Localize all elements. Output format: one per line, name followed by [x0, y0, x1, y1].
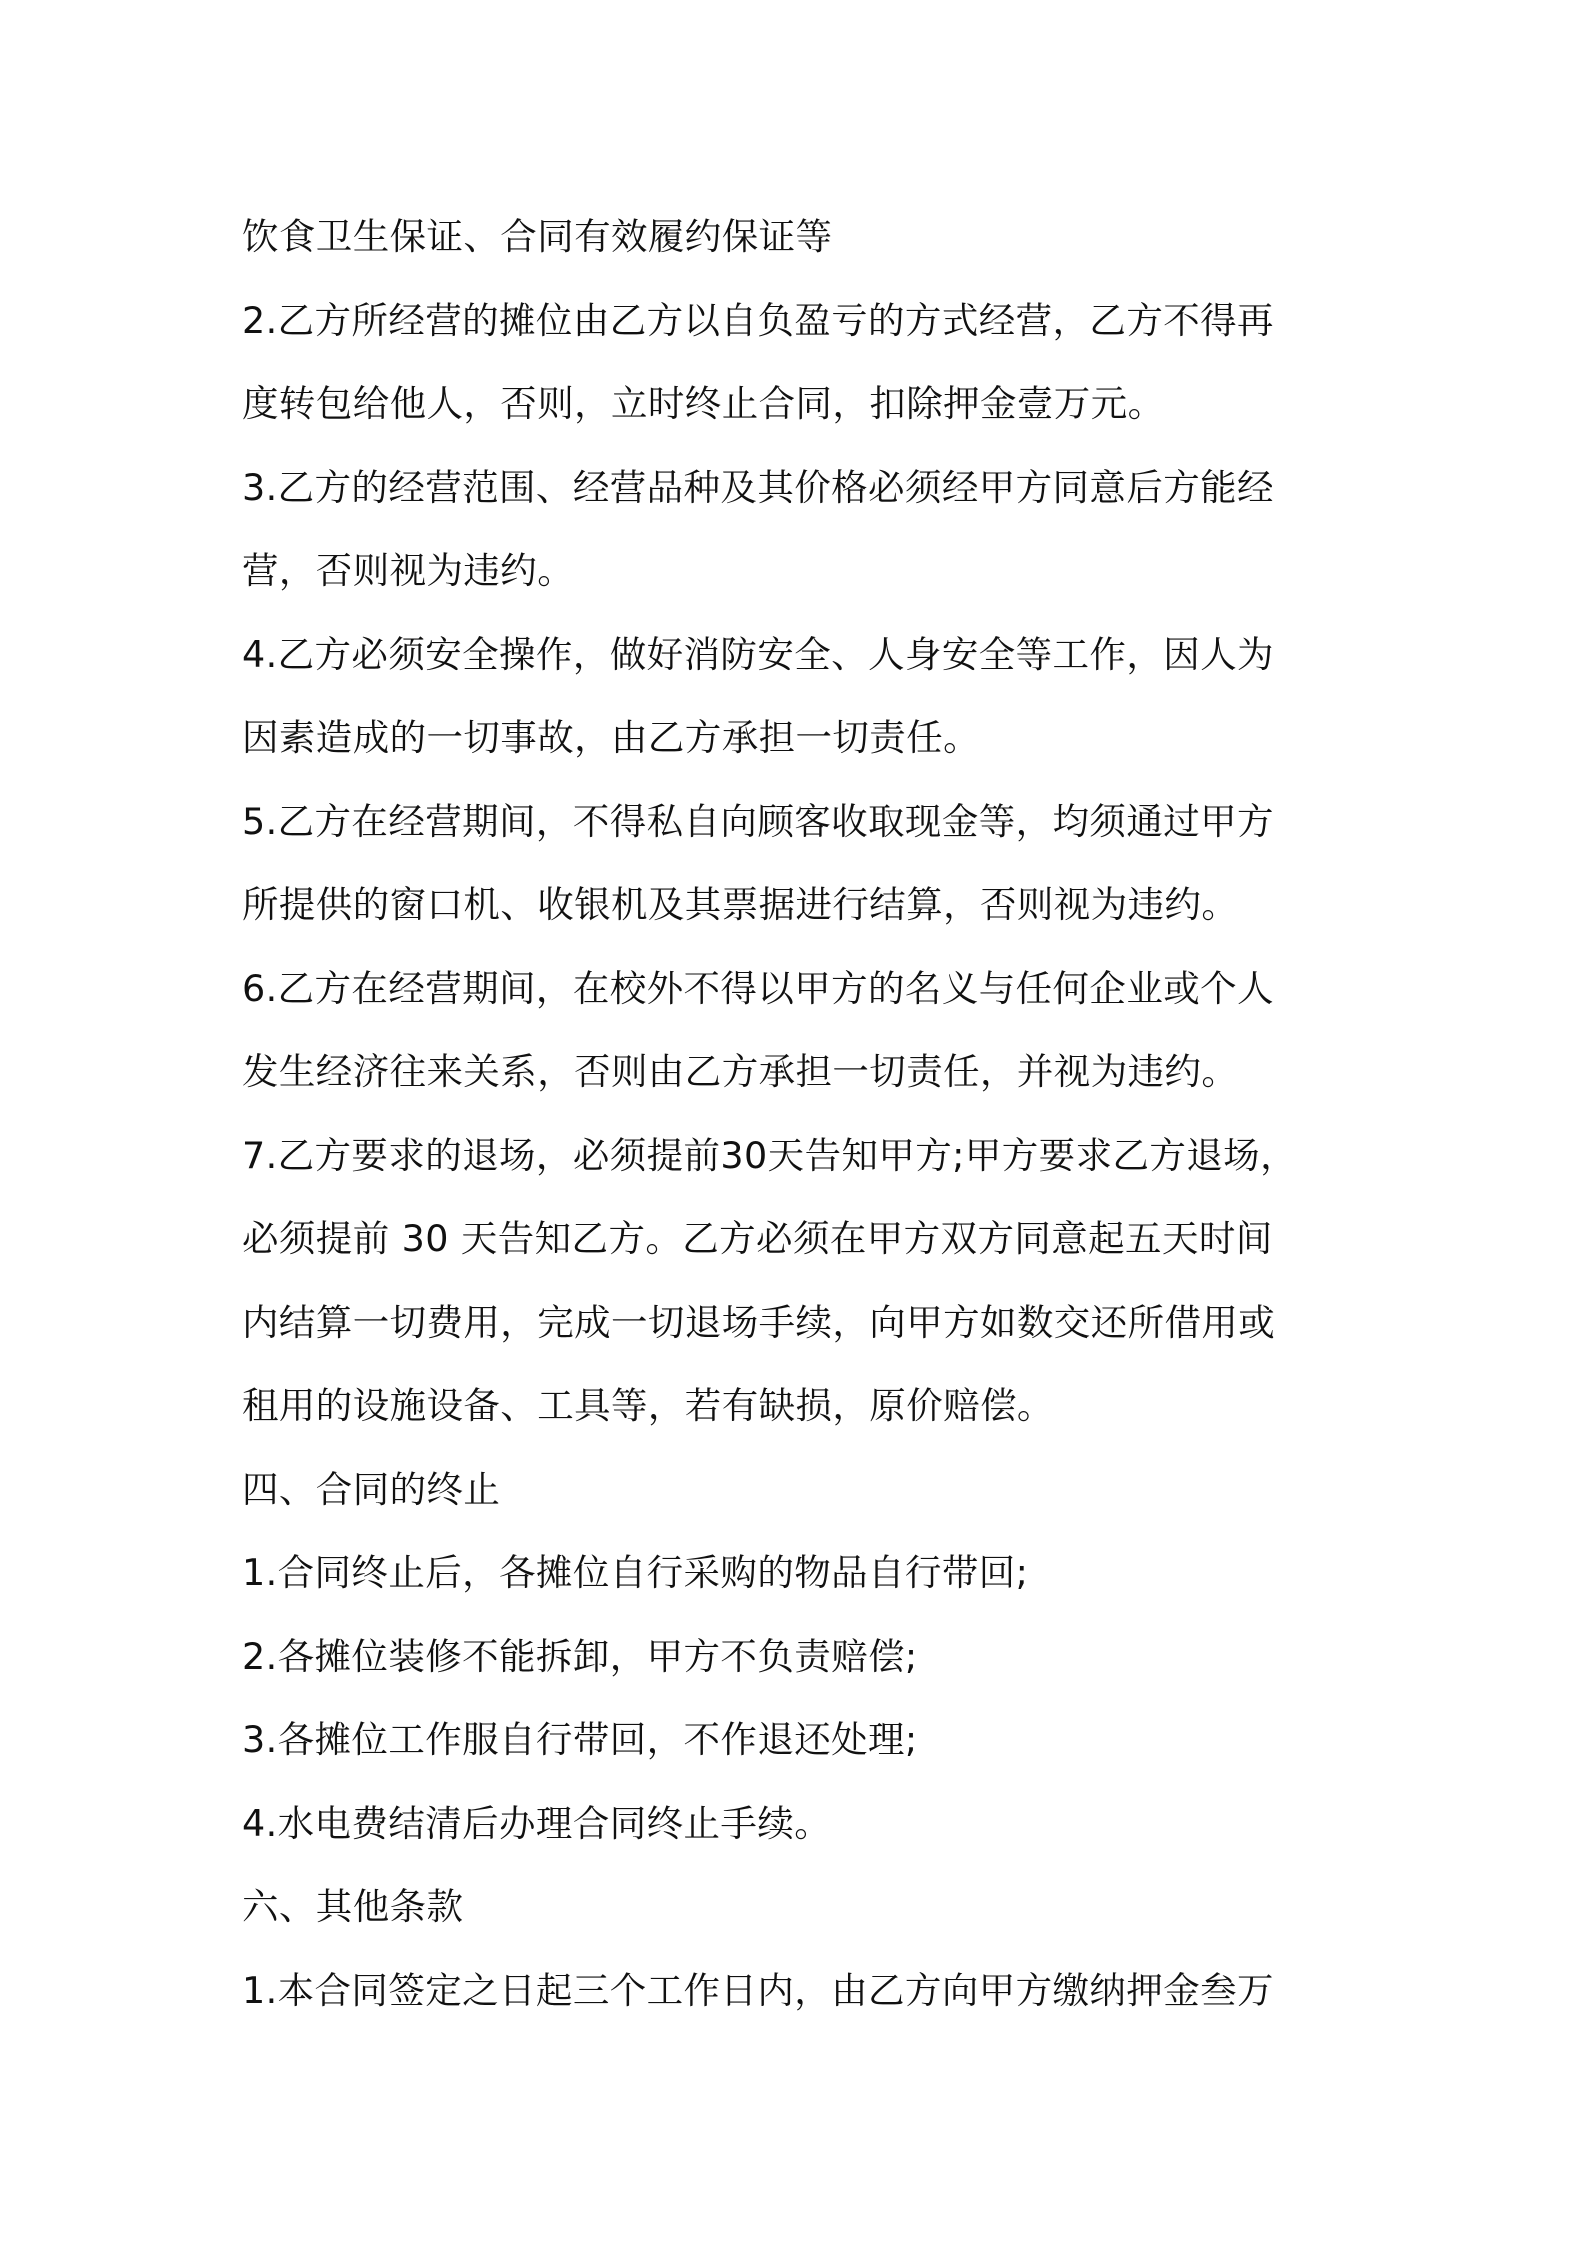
text-line: 必须提前 30 天告知乙方。乙方必须在甲方双方同意起五天时间: [242, 1217, 1273, 1260]
text-line: 4.乙方必须安全操作，做好消防安全、人身安全等工作，因人为: [242, 632, 1274, 676]
text-line: 租用的设施设备、工具等，若有缺损，原价赔偿。: [242, 1384, 1054, 1427]
text-line: 饮食卫生保证、合同有效履约保证等: [242, 215, 833, 258]
section-heading: 四、合同的终止: [242, 1467, 501, 1511]
text-line: 营，否则视为违约。: [242, 549, 575, 592]
text-line: 7.乙方要求的退场，必须提前30天告知甲方;甲方要求乙方退场，: [242, 1133, 1297, 1177]
text-line: 所提供的窗口机、收银机及其票据进行结算，否则视为违约。: [242, 883, 1239, 926]
text-line: 度转包给他人，否则，立时终止合同，扣除押金壹万元。: [242, 382, 1165, 425]
document-body: [242, 195, 1357, 2032]
text-line: 内结算一切费用，完成一切退场手续，向甲方如数交还所借用或: [242, 1300, 1276, 1344]
section-heading: 六、其他条款: [242, 1885, 464, 1928]
text-line: 6.乙方在经营期间，在校外不得以甲方的名义与任何企业或个人: [242, 966, 1274, 1010]
text-line: 1.合同终止后，各摊位自行采购的物品自行带回;: [242, 1551, 1029, 1594]
text-line: 4.水电费结清后办理合同终止手续。: [242, 1801, 832, 1845]
text-line: 因素造成的一切事故，由乙方承担一切责任。: [242, 716, 980, 759]
text-line: 发生经济往来关系，否则由乙方承担一切责任，并视为违约。: [242, 1050, 1239, 1093]
text-line: 5.乙方在经营期间，不得私自向顾客收取现金等，均须通过甲方: [242, 799, 1274, 843]
text-line: 3.各摊位工作服自行带回，不作退还处理;: [242, 1718, 918, 1761]
text-line: 2.乙方所经营的摊位由乙方以自负盈亏的方式经营，乙方不得再: [242, 298, 1274, 342]
text-line: 1.本合同签定之日起三个工作日内，由乙方向甲方缴纳押金叁万: [242, 1968, 1274, 2012]
text-line: 3.乙方的经营范围、经营品种及其价格必须经甲方同意后方能经: [242, 465, 1274, 509]
text-line: 2.各摊位装修不能拆卸，甲方不负责赔偿;: [242, 1634, 918, 1678]
